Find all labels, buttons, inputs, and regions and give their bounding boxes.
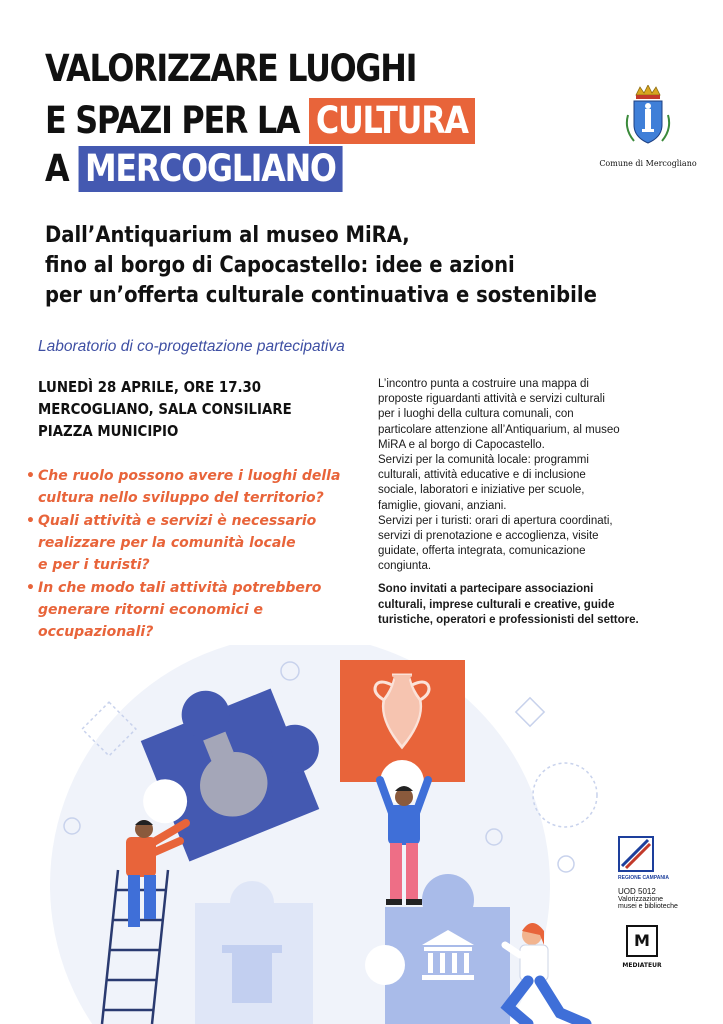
question-item: • Quali attività e servizi è necessario realizzare per la comunità locale e per i turisti? [26, 510, 366, 576]
invitation-text: Sono invitati a partecipare associazioni culturali, imprese culturali e creative, guide turistiche, operatori e professionisti del settore. [378, 583, 639, 626]
title-line-3-prefix: A [45, 147, 69, 190]
title-line-2 [45, 98, 475, 144]
deco-circle [558, 856, 574, 872]
event-place: MERCOGLIANO, SALA CONSILIARE [38, 400, 292, 418]
event-date-time: LUNEDÌ 28 APRILE, ORE 17.30 [38, 378, 262, 396]
mediateur-letter: M [634, 931, 650, 950]
title-line-1 [45, 47, 417, 90]
event-info [38, 376, 292, 442]
title-highlight-cultura: CULTURA [309, 98, 475, 144]
coat-of-arms-icon [622, 85, 674, 151]
uod-line-2: Valorizzazione [618, 896, 664, 903]
uod-line-3: musei e biblioteche [618, 903, 678, 910]
event-address: PIAZZA MUNICIPIO [38, 422, 179, 440]
mediateur-icon [626, 925, 658, 957]
lab-label: Laboratorio di co-progettazione partecipativa [38, 338, 345, 355]
subtitle-line-1: Dall’Antiquarium al museo MiRA, [45, 223, 410, 248]
deco-circle [533, 763, 597, 827]
uod-code: UOD 5012 [618, 887, 656, 896]
subtitle-line-2: fino al borgo di Capocastello: idee e azioni [45, 253, 515, 278]
question-item: • In che modo tali attività potrebbero generare ritorni economici e occupazionali? [26, 577, 366, 643]
puzzle-illustration [0, 645, 610, 1024]
title-highlight-mercogliano: MERCOGLIANO [78, 146, 342, 192]
description-text: L’incontro punta a costruire una mappa di proposte riguardanti attività e servizi culturali per i luoghi della cultura comunali, con particolare attenzione all’Antiquarium, al museo MiRA e al borgo di Capocastello. Servizi per la comunità locale: programmi culturali, attività educative e di inclusione sociale, laboratori e iniziative per scuole, famiglie, giovani, anziani. Servizi per i turisti: orari di apertura coordinati, servizi di prenotazione e accoglienza, visite guidate, offerta integrata, comunicazione congiunta. [378, 378, 620, 573]
regione-campania-icon [618, 836, 654, 872]
mediateur-name: MEDIATEUR [622, 962, 662, 969]
title-line-2-prefix: E SPAZI PER LA [45, 99, 300, 142]
questions-list [26, 465, 366, 644]
comune-logo [598, 85, 698, 168]
title-line-3 [45, 146, 343, 192]
subtitle [45, 221, 597, 311]
comune-name: Comune di Mercogliano [599, 159, 697, 168]
mediateur-logo [617, 925, 667, 969]
regione-name: REGIONE CAMPANIA [618, 875, 670, 881]
subtitle-line-3: per un’offerta culturale continuativa e sostenibile [45, 283, 597, 308]
question-item: • Che ruolo possono avere i luoghi della cultura nello sviluppo del territorio? [26, 465, 366, 509]
deco-diamond [516, 698, 544, 726]
regione-logo-block [618, 836, 718, 910]
title-line-1-text: VALORIZZARE LUOGHI [45, 47, 417, 90]
